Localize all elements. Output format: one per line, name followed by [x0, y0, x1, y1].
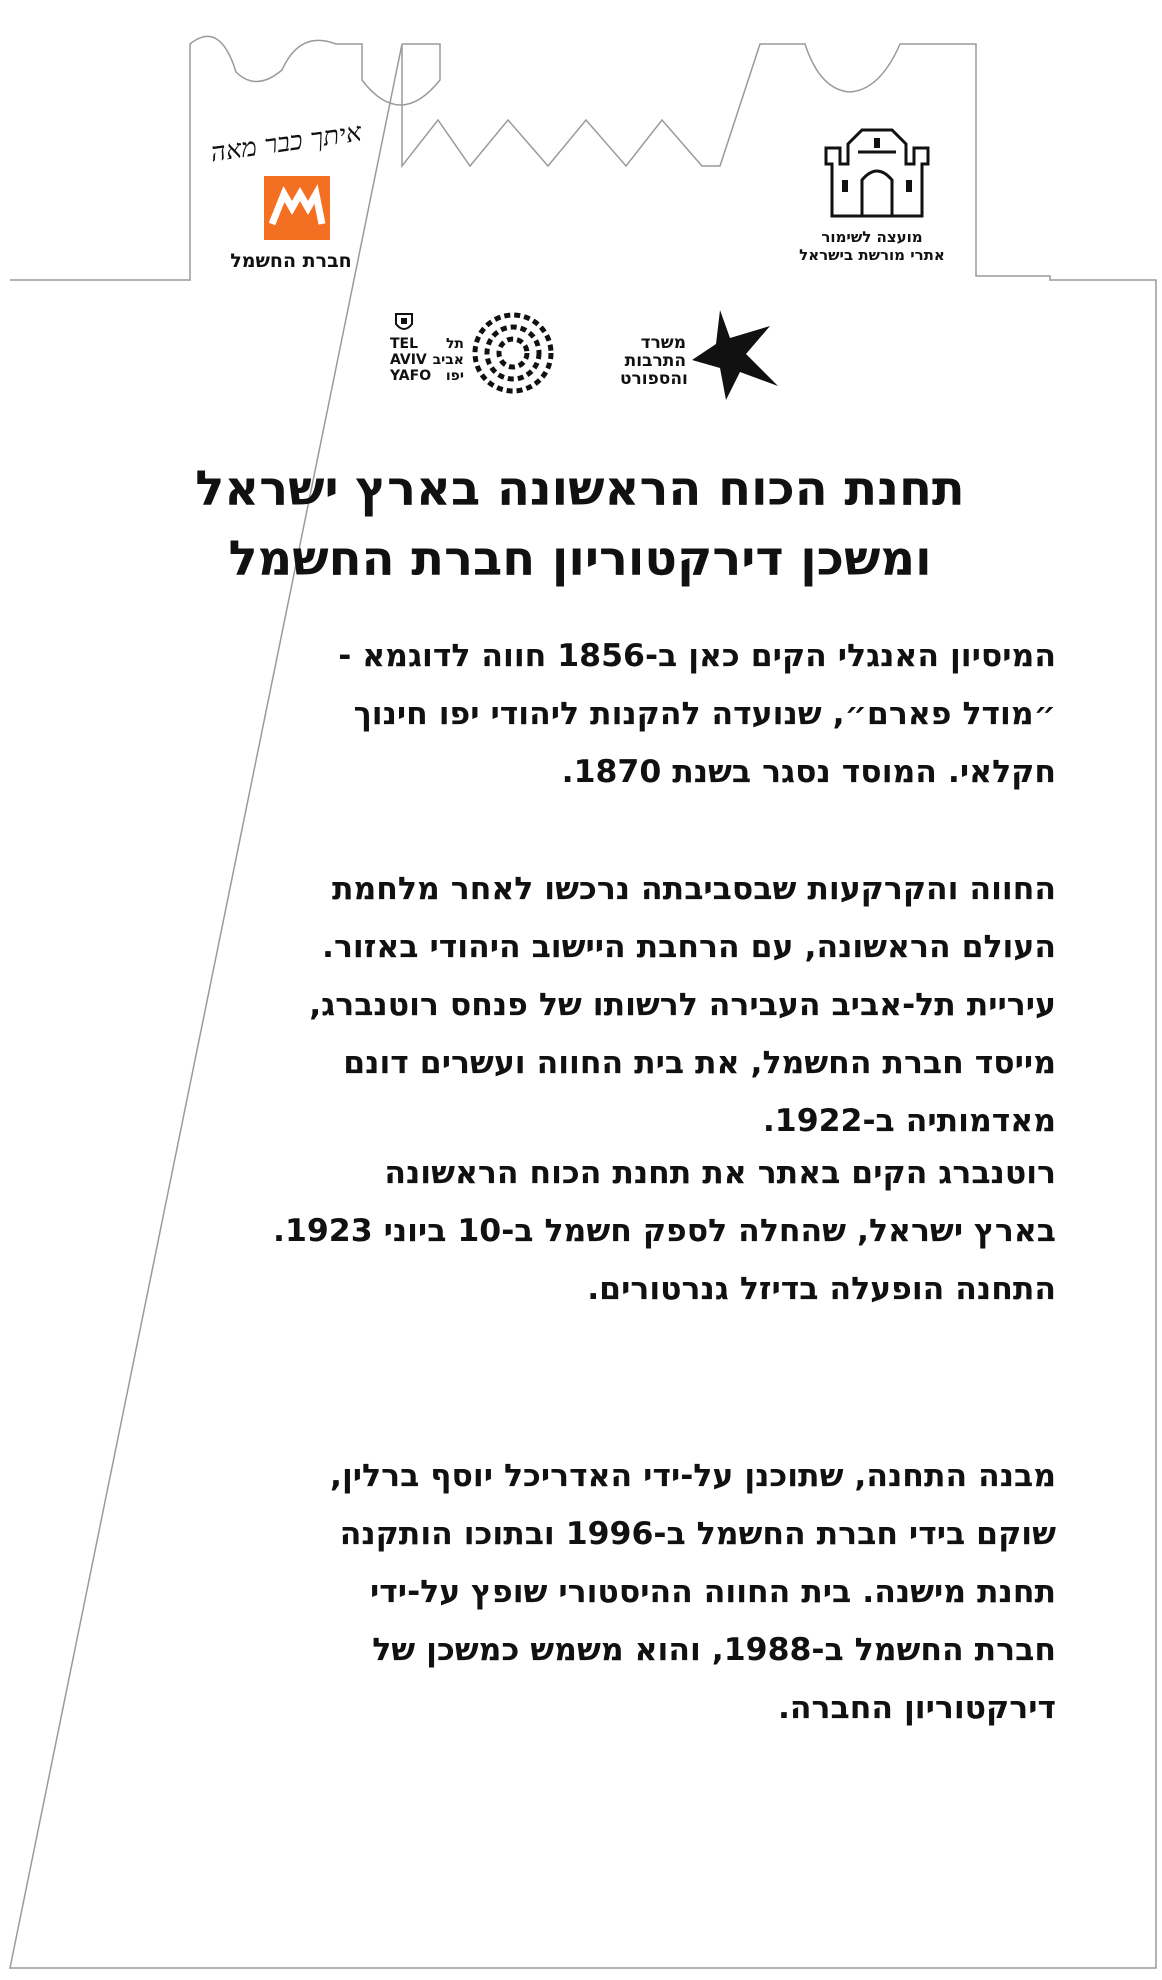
title-line-1: תחנת הכוח הראשונה בארץ ישראל [195, 461, 965, 517]
iec-mark-icon [264, 176, 330, 240]
iec-logo [206, 117, 366, 278]
tlv-name-en: TEL AVIV YAFO [390, 336, 432, 384]
tlv-burst-icon [468, 308, 558, 398]
heritage-council-logo [772, 124, 972, 274]
paragraph-building-restoration: מבנה התחנה, שתוכנן על-ידי האדריכל יוסף ברלין, שוקם בידי חברת החשמל ב-1996 ובתוכו הותקנה תחנת מישנה. בית החווה ההיסטורי שופץ על-ידי חברת החשמל ב-1988, והוא משמש כמשכן של דירקטוריון החברה. [330, 1458, 1056, 1726]
ministry-star-icon [690, 308, 780, 403]
title-line-2: ומשכן דירקטוריון חברת החשמל [228, 531, 932, 587]
tlv-name-he: תל אביב יפו [432, 336, 464, 384]
ministry-name: משרד התרבות והספורט [620, 333, 688, 389]
paragraph-first-power-station: רוטנברג הקים באתר את תחנת הכוח הראשונה בארץ ישראל, שהחלה לספק חשמל ב-10 ביוני 1923. התחנה הופעלה בדיזל גנרטורים. [272, 1155, 1056, 1307]
paragraph-land-purchase: החווה והקרקעות שבסביבתה נרכשו לאחר מלחמת העולם הראשונה, עם הרחבת היישוב היהודי באזור. עיריית תל-אביב העבירה לרשותו של פנחס רוטנברג, מייסד חברת החשמל, את בית החווה ועשרים דונם מאדמותיה ב-1922. [309, 871, 1056, 1139]
iec-signature: איתך כבר מאה [208, 117, 364, 169]
tel-aviv-yafo-logo [390, 300, 570, 410]
castle-icon [822, 124, 932, 224]
iec-name: חברת החשמל [230, 250, 352, 272]
paragraph-mission-farm: המיסיון האנגלי הקים כאן ב-1856 חווה לדוגמא - ״מודל פארם״, שנועדה להקנות ליהודי יפו חינוך חקלאי. המוסד נסגר בשנת 1870. [338, 638, 1056, 790]
council-line-2: אתרי מורשת בישראל [799, 246, 945, 264]
ministry-logo [620, 300, 800, 410]
page-title [80, 454, 1080, 594]
council-line-1: מועצה לשימור [821, 228, 923, 246]
city-emblem-icon [394, 312, 414, 334]
